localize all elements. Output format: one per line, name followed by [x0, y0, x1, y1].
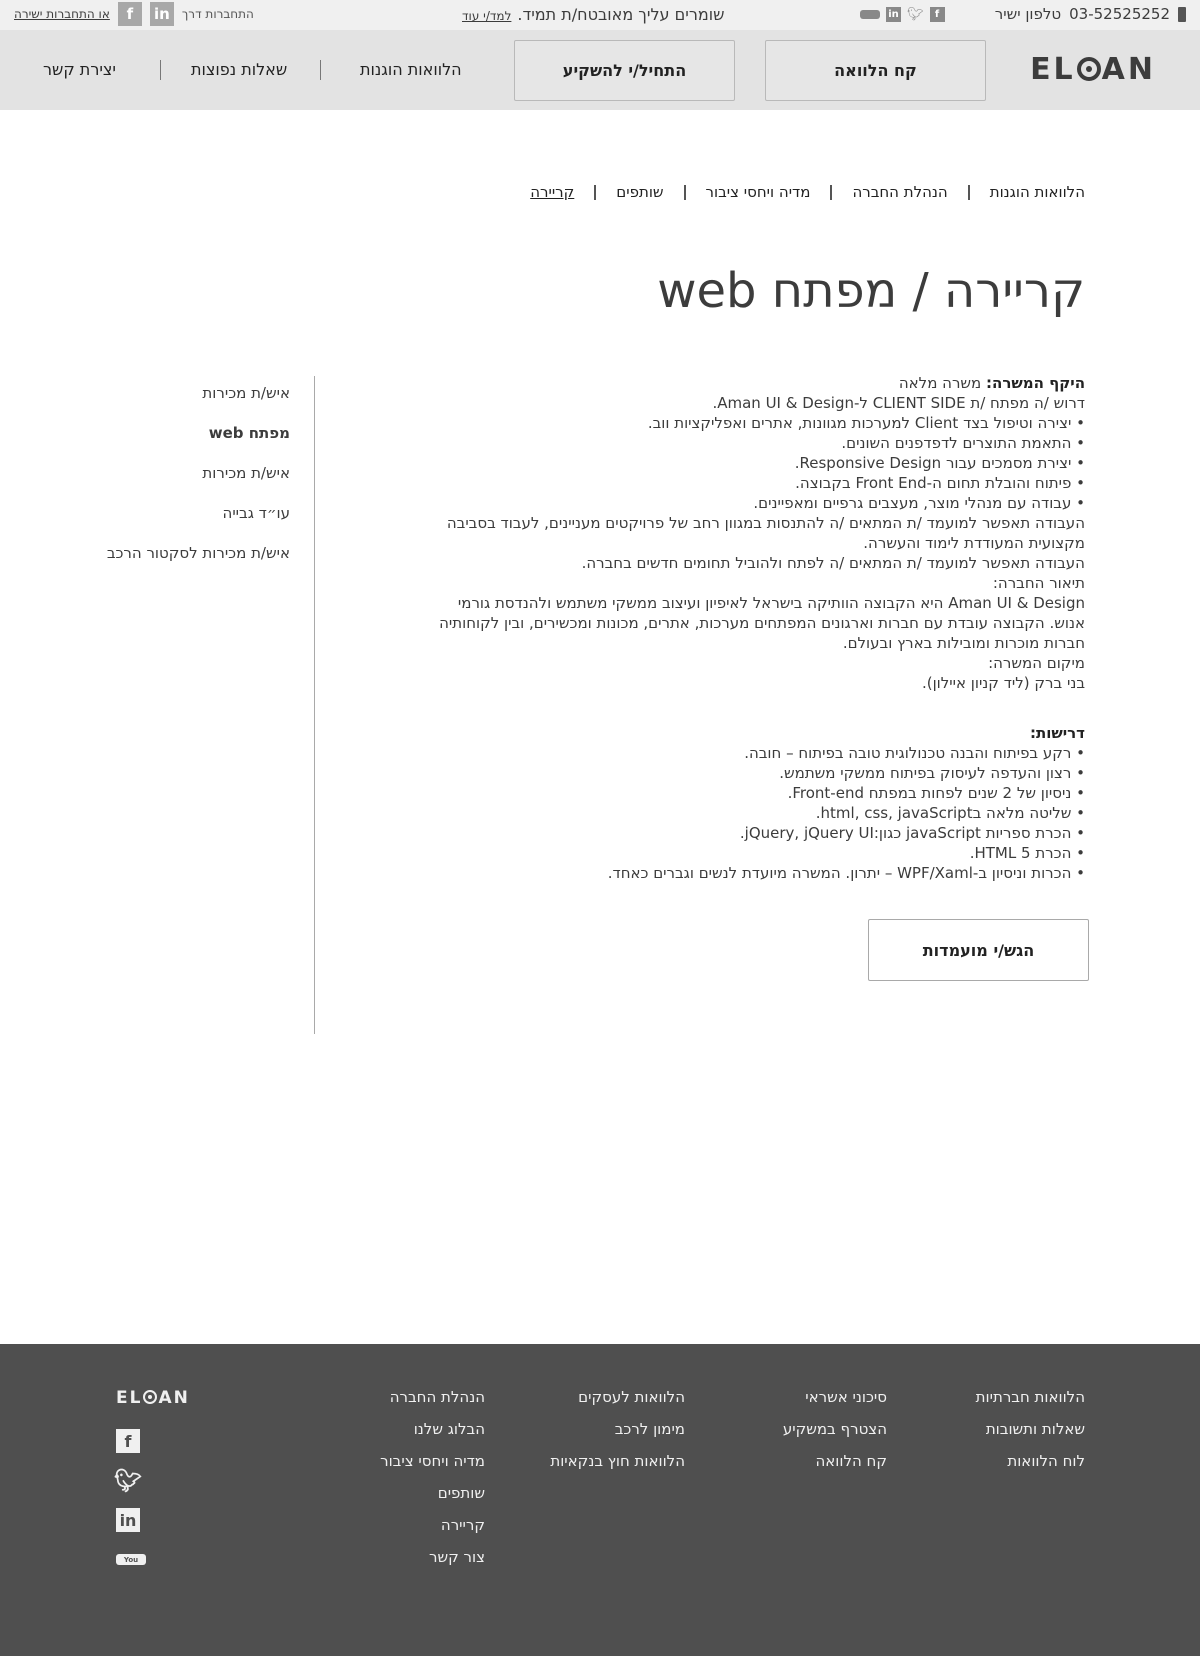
footer-link[interactable]: הלוואות לעסקים	[578, 1388, 685, 1406]
phone-number[interactable]: 03-52525252	[1069, 5, 1170, 23]
main-header	[0, 30, 1200, 110]
requirements-label: דרישות:	[1029, 724, 1085, 742]
twitter-icon[interactable]: 🐦︎	[114, 1468, 142, 1494]
top-bar	[0, 0, 1200, 30]
subnav-divider	[830, 185, 832, 200]
footer-link[interactable]: הבלוג שלנו	[413, 1420, 485, 1438]
apply-button[interactable]: הגש/י מועמדות	[868, 919, 1089, 981]
job-line: מיקום המשרה:	[988, 654, 1085, 672]
requirement-item: • הכרת HTML 5.	[969, 844, 1085, 862]
requirement-item: • שליטה מלאה בhtml, css, javaScript.	[815, 804, 1085, 822]
footer-link[interactable]: שאלות ותשובות	[985, 1420, 1085, 1438]
job-line: בני ברק (ליד קניון איילון).	[921, 674, 1085, 692]
footer-column	[783, 1388, 887, 1484]
linkedin-icon[interactable]: in	[886, 7, 901, 22]
sidebar-divider	[314, 376, 315, 1034]
subnav-partners[interactable]: שותפים	[616, 183, 664, 201]
twitter-icon[interactable]: 🐦︎	[907, 7, 924, 22]
phone-icon	[1178, 7, 1186, 22]
scope-value: משרה מלאה	[898, 374, 982, 392]
job-line: • יצירה וטיפול בצד Client למערכות מגוונות, אתרים ואפליקציות ווב.	[647, 414, 1085, 432]
top-social-links	[860, 7, 945, 22]
subnav-fair-loans[interactable]: הלוואות הוגנות	[989, 183, 1085, 201]
social-login	[14, 2, 254, 26]
take-loan-button[interactable]: קח הלוואה	[765, 40, 986, 101]
footer-column	[550, 1388, 685, 1484]
requirement-item: • הכרות וניסיון ב-WPF/Xaml – יתרון. המשרה מיועדת לנשים וגברים כאחד.	[607, 864, 1085, 882]
subnav-careers[interactable]: קריירה	[530, 183, 575, 201]
requirement-item: • הכרת ספריות javaScript כגון:jQuery, jQuery UI.	[739, 824, 1085, 842]
direct-login-link[interactable]: או התחברות ישירה	[14, 7, 110, 21]
site-logo[interactable]: EL AN	[1030, 52, 1156, 87]
footer-link[interactable]: הנהלת החברה	[389, 1388, 485, 1406]
job-line: • עבודה עם מנהלי מוצר, מעצבים גרפיים ומאפיינים.	[753, 494, 1085, 512]
linkedin-icon[interactable]: in	[116, 1508, 140, 1532]
footer-link[interactable]: לוח הלוואות	[1007, 1452, 1085, 1470]
sidebar-job-collection-lawyer[interactable]: עו״ד גבייה	[222, 504, 290, 522]
nav-faq[interactable]: שאלות נפוצות	[191, 60, 288, 79]
job-line: • פיתוח והובלת תחום ה-Front End בקבוצה.	[795, 474, 1085, 492]
footer-link[interactable]: שותפים	[437, 1484, 485, 1502]
jobs-sidebar	[107, 384, 290, 584]
scope-line	[435, 373, 1085, 393]
footer-column	[976, 1388, 1085, 1484]
phone-label: טלפון ישיר	[994, 5, 1062, 23]
footer-link[interactable]: קח הלוואה	[815, 1452, 887, 1470]
footer-link[interactable]: מדיה ויחסי ציבור	[380, 1452, 485, 1470]
footer-link[interactable]: הלוואות חברתיות	[975, 1388, 1085, 1406]
subnav-management[interactable]: הנהלת החברה	[852, 183, 948, 201]
footer-link[interactable]: צור קשר	[429, 1548, 485, 1566]
requirement-item: • רקע בפיתוח והבנה טכנולוגית טובה בפיתוח – חובה.	[744, 744, 1085, 762]
footer-link[interactable]: הצטרף במשקיע	[782, 1420, 887, 1438]
footer-column	[380, 1388, 485, 1580]
connect-via-label: התחברות דרך	[181, 7, 254, 21]
job-line: תיאור החברה:	[992, 574, 1085, 592]
footer-link[interactable]: קריירה	[440, 1516, 485, 1534]
nav-divider	[320, 60, 321, 80]
youtube-icon[interactable]	[860, 10, 880, 19]
sidebar-job-web-developer[interactable]: מפתח web	[208, 424, 290, 442]
phone-contact[interactable]	[995, 5, 1186, 23]
requirement-item: • רצון והעדפה לעיסוק בפיתוח ממשקי משתמש.	[779, 764, 1085, 782]
sidebar-job-sales[interactable]: איש/ת מכירות	[202, 464, 290, 482]
job-line: העבודה תאפשר למועמד /ת המתאים /ה להתנסות במגוון רחב של פרויקטים מעניינים, לעבוד בסביבה מקצועית המעודדת לימוד והעשרה.	[446, 514, 1085, 552]
youtube-icon[interactable]: You	[116, 1554, 146, 1565]
nav-divider	[160, 60, 161, 80]
subnav-media[interactable]: מדיה ויחסי ציבור	[705, 183, 811, 201]
facebook-icon[interactable]: f	[116, 1429, 140, 1453]
subnav-divider	[684, 185, 686, 200]
job-line: • יצירת מסמכים עבור Responsive Design.	[794, 454, 1085, 472]
sidebar-job-auto-sales[interactable]: איש/ת מכירות לסקטור הרכב	[106, 544, 290, 562]
start-investing-button[interactable]: התחיל/י להשקיע	[514, 40, 735, 101]
sidebar-job-sales[interactable]: איש/ת מכירות	[202, 384, 290, 402]
footer-link[interactable]: הלוואות חוץ בנקאיות	[550, 1452, 685, 1470]
facebook-icon[interactable]: f	[930, 7, 945, 22]
linkedin-login-icon[interactable]: in	[150, 2, 174, 26]
breadcrumb	[510, 183, 1085, 201]
nav-contact[interactable]: יצירת קשר	[43, 60, 116, 79]
footer-link[interactable]: סיכוני אשראי	[805, 1388, 887, 1406]
job-line: • התאמת התוצרים לדפדפנים השונים.	[841, 434, 1085, 452]
footer-logo[interactable]: EL AN	[116, 1388, 190, 1408]
footer-link[interactable]: מימון לרכב	[614, 1420, 685, 1438]
job-line: Aman UI & Design היא הקבוצה הוותיקה בישראל לאיפיון ועיצוב ממשקי משתמש ולהנדסת גורמי אנוש. הקבוצה עובדת עם חברות וארגונים המפתחים מערכות, אתרים, מכונות ומכשירים, ובין לקוחותיה חברות מוכרות ומובילות בארץ ובעולם.	[439, 594, 1085, 652]
subnav-divider	[594, 185, 596, 200]
facebook-login-icon[interactable]: f	[118, 2, 142, 26]
job-line: העבודה תאפשר למועמד /ת המתאים /ה לפתח ולהוביל תחומים חדשים בחברה.	[581, 554, 1085, 572]
requirement-item: • ניסיון של 2 שנים לפחות במפתח Front-end.	[787, 784, 1085, 802]
slogan	[462, 5, 724, 24]
learn-more-link[interactable]: למד/י עוד	[462, 9, 512, 23]
subnav-divider	[968, 185, 970, 200]
job-line: דרוש /ה מפתח /ת CLIENT SIDE ל-Aman UI & Design.	[712, 394, 1085, 412]
nav-fair-loans[interactable]: הלוואות הוגנות	[360, 60, 462, 79]
scope-label: היקף המשרה:	[986, 374, 1085, 392]
page-title: קריירה / מפתח web	[657, 263, 1085, 319]
job-description	[435, 373, 1085, 883]
footer	[0, 1344, 1200, 1656]
slogan-text: שומרים עליך מאובטח/ת תמיד.	[517, 5, 725, 24]
